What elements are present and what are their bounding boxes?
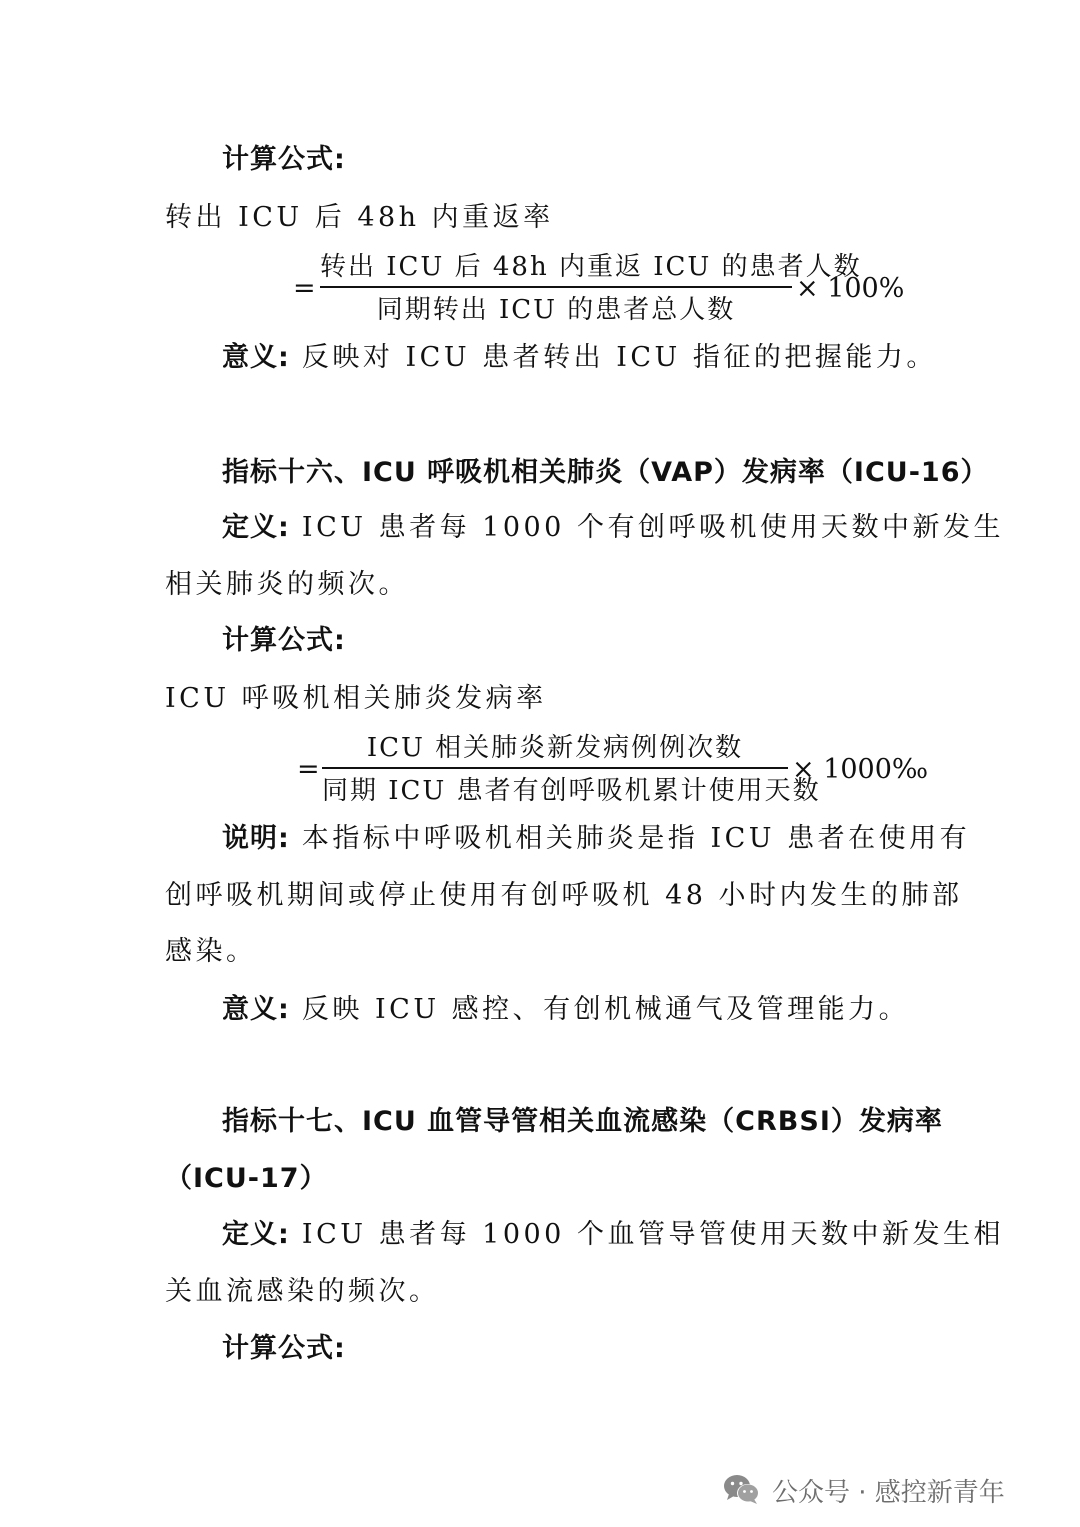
fraction-denominator: 同期 ICU 患者有创呼吸机累计使用天数 [322,776,821,806]
section-heading: 指标十七、ICU 血管导管相关血流感染（CRBSI）发病率 [222,1106,943,1137]
wechat-icon [722,1473,762,1507]
note-text-cont: 感染。 [165,936,257,967]
definition-label: 定义: [222,512,290,543]
meaning-text: 反映 ICU 感控、有创机械通气及管理能力。 [301,994,910,1025]
equals-sign: = [297,754,320,785]
section-heading-cont: （ICU-17） [165,1163,328,1194]
definition-text-cont: 关血流感染的频次。 [165,1276,440,1307]
formula-lhs: 转出 ICU 后 48h 内重返率 [165,202,554,233]
meaning-paragraph [222,344,937,371]
formula-heading: 计算公式: [222,625,346,656]
formula-heading: 计算公式: [222,144,346,175]
multiplier: × 100% [796,273,905,304]
fraction-bar [322,767,788,769]
meaning-label: 意义: [222,342,290,373]
definition-text: ICU 患者每 1000 个有创呼吸机使用天数中新发生 [301,512,1004,543]
meaning-text: 反映对 ICU 患者转出 ICU 指征的把握能力。 [301,342,937,373]
note-text: 本指标中呼吸机相关肺炎是指 ICU 患者在使用有 [301,823,971,854]
note-text-cont: 创呼吸机期间或停止使用有创呼吸机 48 小时内发生的肺部 [165,880,963,911]
meaning-label: 意义: [222,994,290,1025]
section-heading: 指标十六、ICU 呼吸机相关肺炎（VAP）发病率（ICU-16） [222,457,989,488]
equals-sign: = [293,273,316,304]
formula-heading: 计算公式: [222,1333,346,1364]
definition-label: 定义: [222,1219,290,1250]
fraction-bar [320,286,792,288]
watermark [722,1470,1005,1510]
definition-text-cont: 相关肺炎的频次。 [165,569,409,600]
note-label: 说明: [222,823,290,854]
fraction-numerator: 转出 ICU 后 48h 内重返 ICU 的患者人数 [320,252,862,282]
meaning-paragraph [222,996,909,1023]
fraction-numerator: ICU 相关肺炎新发病例例次数 [366,733,744,763]
definition-text: ICU 患者每 1000 个血管导管使用天数中新发生相 [301,1219,1004,1250]
watermark-text: 公众号 · 感控新青年 [772,1477,1005,1508]
multiplier: × 1000‰ [792,754,929,785]
formula-lhs: ICU 呼吸机相关肺炎发病率 [165,683,547,714]
fraction-denominator: 同期转出 ICU 的患者总人数 [376,295,736,325]
definition-paragraph [222,514,1004,541]
note-paragraph [222,825,970,852]
fraction [322,733,821,806]
definition-paragraph [222,1221,1004,1248]
